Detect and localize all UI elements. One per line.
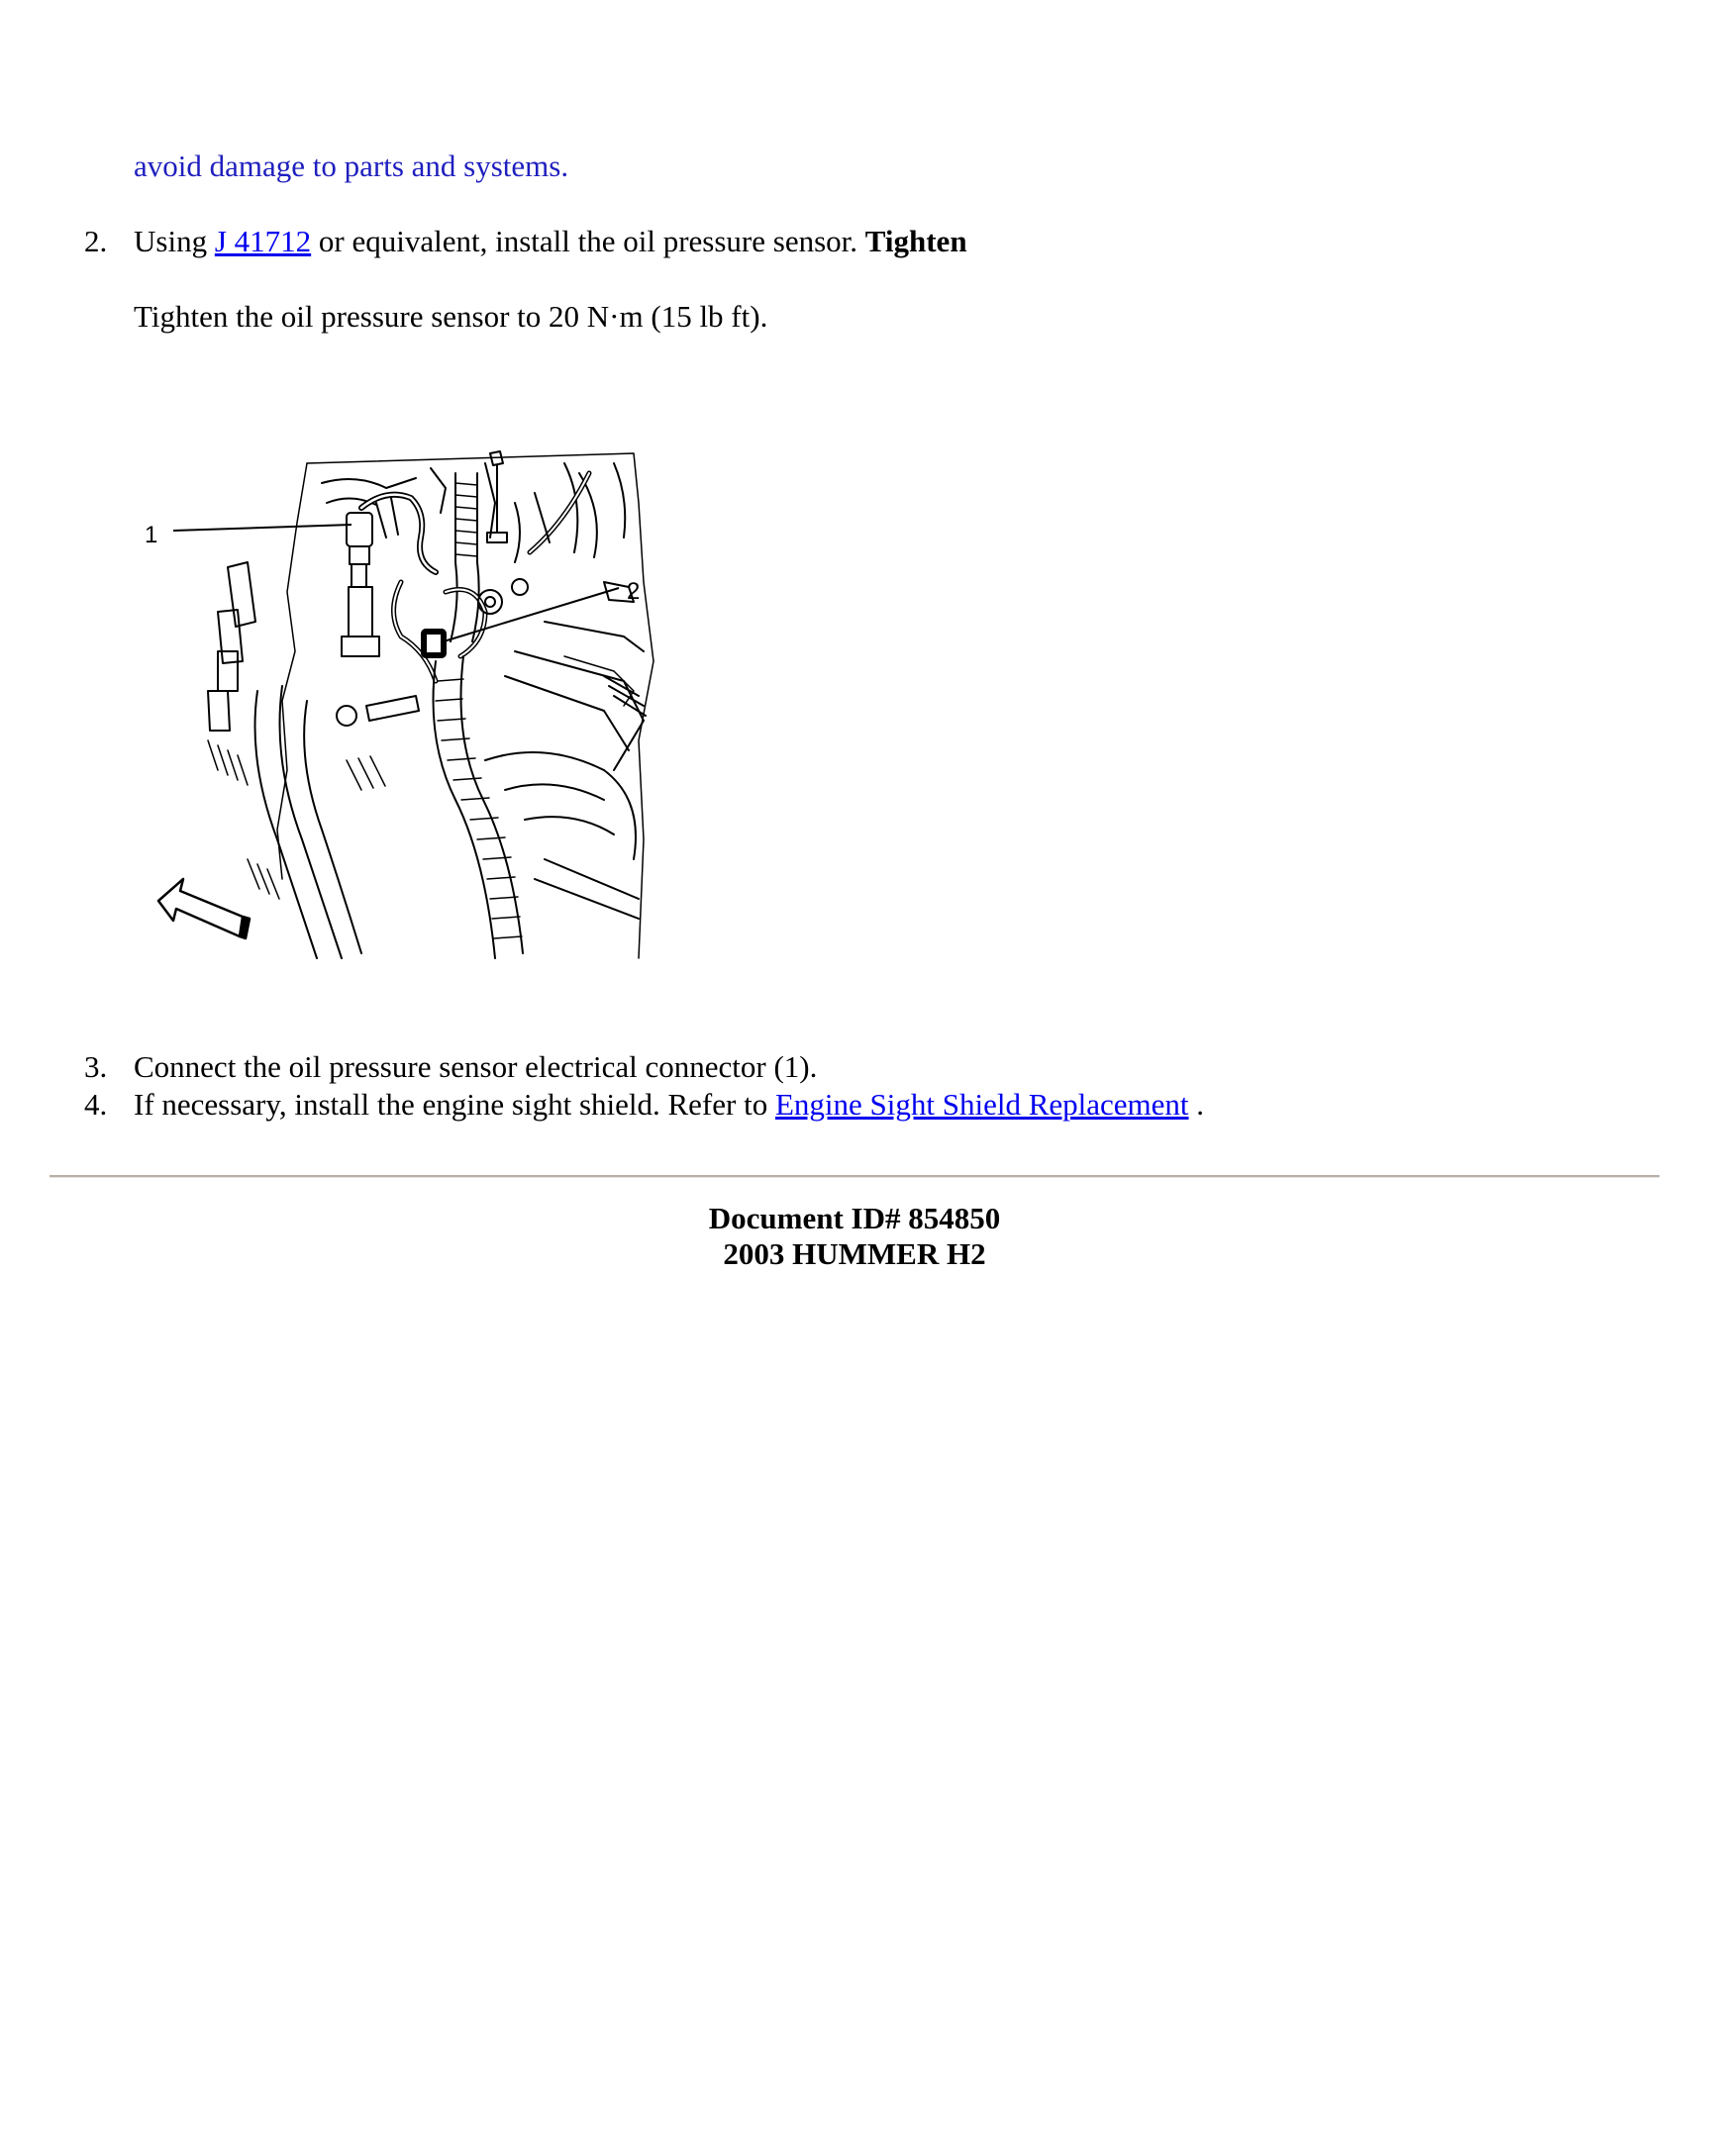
callout-2-label: 2 (627, 578, 641, 605)
step-2-bold-label: Tighten (864, 224, 967, 258)
footer-divider (50, 1175, 1659, 1178)
engine-sight-shield-replacement-link[interactable]: Engine Sight Shield Replacement (774, 1087, 1189, 1122)
document-id: Document ID# 854850 (708, 1201, 1001, 1235)
step-4-number: 4. (84, 1087, 108, 1122)
step-2-torque-detail: Tighten the oil pressure sensor to 20 N·m (15 lb ft). (134, 299, 768, 334)
oil-pressure-sensor-figure (145, 443, 703, 978)
step-2-suffix: or equivalent, install the oil pressure sensor. (318, 224, 858, 258)
callout-1-label: 1 (145, 522, 158, 548)
step-3-text: Connect the oil pressure sensor electrical connector (1). (134, 1049, 818, 1084)
step-4-suffix: . (1196, 1087, 1205, 1122)
vehicle-model: 2003 HUMMER H2 (723, 1236, 986, 1271)
step-2-text (134, 223, 967, 260)
engine-line-drawing (145, 443, 703, 978)
step-4-text (134, 1086, 1204, 1124)
step-2-prefix: Using (134, 224, 208, 258)
tool-j41712-link[interactable]: J 41712 (214, 224, 312, 258)
forward-arrow-icon (158, 879, 250, 938)
step-2-number: 2. (84, 224, 108, 258)
caution-tail-text: avoid damage to parts and systems. (134, 148, 569, 183)
step-3-number: 3. (84, 1049, 108, 1084)
step-4-prefix: If necessary, install the engine sight shield. Refer to (134, 1087, 768, 1122)
